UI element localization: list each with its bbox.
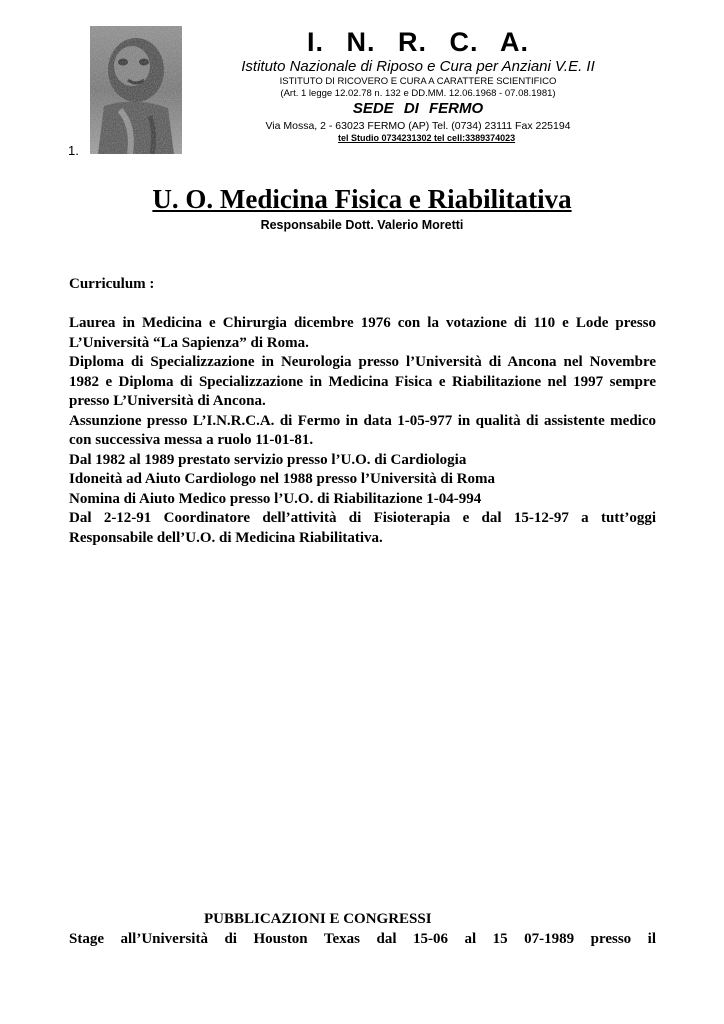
address-line: Via Mossa, 2 - 63023 FERMO (AP) Tel. (0734) 23111 Fax 225194 xyxy=(265,120,571,132)
institute-acronym: I. N. R. C. A. xyxy=(306,27,529,57)
curriculum-paragraph: Nomina di Aiuto Medico presso l’U.O. di Riabilitazione 1-04-994 xyxy=(69,490,482,507)
curriculum-paragraph: Dal 1982 al 1989 prestato servizio presso l’U.O. di Cardiologia xyxy=(69,451,467,468)
publications-heading: PUBBLICAZIONI E CONGRESSI xyxy=(204,911,432,927)
curriculum-body xyxy=(69,314,656,548)
responsible-line: Responsabile Dott. Valerio Moretti xyxy=(260,218,464,232)
institute-name: Istituto Nazionale di Riposo e Cura per Anziani V.E. II xyxy=(241,58,595,75)
document-title-wrapper xyxy=(0,184,724,215)
institute-logo-image xyxy=(90,26,182,154)
curriculum-paragraph: Assunzione presso L’I.N.R.C.A. di Fermo in data 1-05-977 in qualità di assistente medico con successiva messa a ruolo 11-01-81. xyxy=(69,412,656,448)
phone-line: tel Studio 0734231302 tel cell:3389374023 xyxy=(338,133,516,143)
institute-subtitle: ISTITUTO DI RICOVERO E CURA A CARATTERE SCIENTIFICO xyxy=(279,76,557,87)
page-number: 1. xyxy=(68,143,79,158)
document-title: U. O. Medicina Fisica e Riabilitativa xyxy=(152,184,572,214)
stage-line: Stage all’Università di Houston Texas dal 15-06 al 15 07-1989 presso il xyxy=(69,931,656,947)
curriculum-paragraph: Dal 2-12-91 Coordinatore dell’attività di Fisioterapia e dal 15-12-97 a tutt’oggi Responsabile dell’U.O. di Medicina Riabilitativa. xyxy=(69,510,656,546)
institute-law-reference: (Art. 1 legge 12.02.78 n. 132 e DD.MM. 12.06.1968 - 07.08.1981) xyxy=(280,88,556,99)
curriculum-paragraph: Idoneità ad Aiuto Cardiologo nel 1988 presso l’Università di Roma xyxy=(69,471,495,487)
curriculum-label: Curriculum : xyxy=(69,276,155,292)
curriculum-paragraph: Laurea in Medicina e Chirurgia dicembre 1976 con la votazione di 110 e Lode presso L’Università “La Sapienza” di Roma. xyxy=(69,315,656,351)
sede-label: SEDE DI FERMO xyxy=(352,100,484,117)
curriculum-paragraph: Diploma di Specializzazione in Neurologia presso l’Università di Ancona nel Novembre 1982 e Diploma di Specializzazione in Medicina Fisica e Riabilitazione nel 1997 sempre presso L’Università di Ancona. xyxy=(69,354,656,409)
